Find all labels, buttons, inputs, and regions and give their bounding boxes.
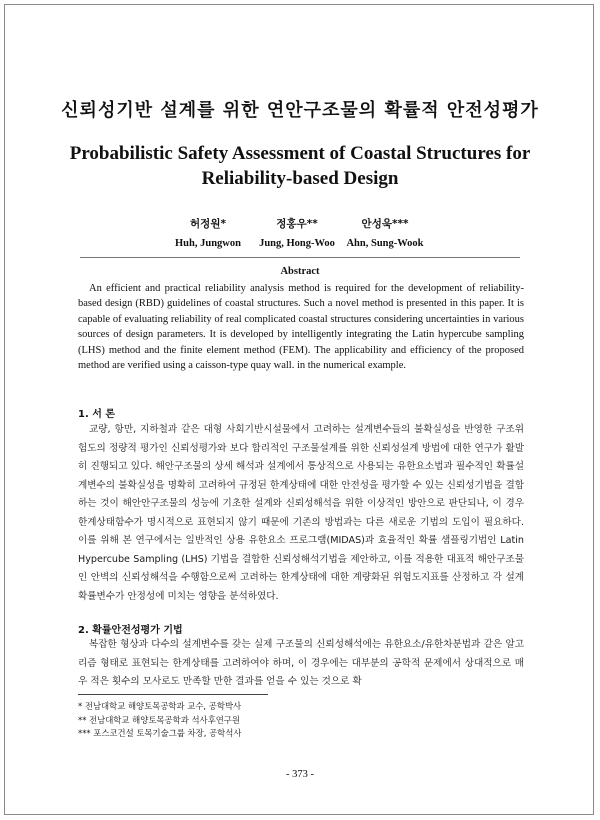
- english-title: [0, 141, 600, 191]
- page-number: - 373 -: [286, 769, 314, 780]
- author-2-name-en: Jung, Hong-Woo: [259, 238, 335, 249]
- footnote-2: ** 전남대학교 해양토목공학과 석사후연구원: [78, 714, 240, 725]
- author-3-name-en: Ahn, Sung-Wook: [346, 238, 424, 249]
- section-2-text: 복잡한 형상과 다수의 설계변수를 갖는 실제 구조물의 신뢰성해석에는 유한요소/유한차분법과 같은 알고리즘 형태로 표현되는 한계상태를 고려하여야 하며, 이 경우에는 대부분의 공학적 문제에서 상대적으로 매우 적은 횟수의 모사로도 만족할 만한 결과를 얻을 수 있는 것으로 확: [78, 639, 524, 687]
- footnotes: [78, 700, 524, 741]
- author-1-name-ko: 허정원*: [190, 218, 226, 230]
- header-divider: [80, 257, 520, 258]
- author-3-name-ko: 안성욱***: [361, 218, 409, 230]
- section-1-heading: 1. 서 론: [78, 409, 116, 420]
- author-3: [325, 216, 445, 249]
- english-title-line1: Probabilistic Safety Assessment of Coastal Structures for: [69, 143, 531, 164]
- abstract-heading: Abstract: [280, 266, 320, 277]
- author-2-name-ko: 정홍우**: [276, 218, 318, 230]
- footnote-3: *** 포스코건설 토목기술그룹 차장, 공학석사: [78, 728, 242, 738]
- english-title-line2: Reliability-based Design: [201, 168, 399, 189]
- author-1-name-en: Huh, Jungwon: [175, 238, 241, 249]
- footnote-1: * 전남대학교 해양토목공학과 교수, 공학박사: [78, 701, 242, 711]
- abstract-text: An efficient and practical reliability analysis method is required for the development of reliability-based design (RBD) guidelines of coastal structures. Such a novel method is presented in this paper. It is capable of evaluating reliability of real complicated coastal structures considering uncertainties in various sources of design parameters. It is developed by intelligently integrating the Latin hypercube sampling (LHS) method and the finite element method (FEM). The applicability and efficiency of the proposed method are verified using a caisson-type quay wall. in the numerical example.: [78, 283, 524, 372]
- section-2-heading: 2. 확률안전성평가 기법: [78, 625, 183, 636]
- footnote-divider: [78, 694, 268, 695]
- korean-title: 신뢰성기반 설계를 위한 연안구조물의 확률적 안전성평가: [61, 100, 539, 121]
- section-1-text: 교량, 항만, 지하철과 같은 대형 사회기반시설물에서 고려하는 설계변수들의 불확실성을 반영한 구조위험도의 정량적 평가인 신뢰성평가와 보다 합리적인 구조물설계를 위한 신뢰성설계 방법에 대한 연구가 활발히 진행되고 있다. 해안구조물의 상세 해석과 설계에서 통상적으로 사용되는 유한요소법과 필수적인 확률설계변수의 불확실성을 명확히 고려하여 규정된 한계상태에 대한 안전성을 평가할 수 있는 신뢰성기법을 결합하는 것이 해안안구조물의 성능에 기초한 설계와 신뢰성해석을 위한 이상적인 방안으로 판단되나, 이 경우 한계상태함수가 명시적으로 표현되지 않기 때문에 기존의 방법과는 다른 새로운 기법의 도입이 필요하다. 이를 위해 본 연구에서는 일반적인 상용 유한요소 프로그램(MIDAS)과 효율적인 확률 샘플링기법인 Latin Hypercube Sampling (LHS) 기법을 결합한 신뢰성해석기법을 제안하고, 이를 적용한 대표적 해안구조물인 안벽의 신뢰성해석을 수행함으로써 고려하는 한계상태에 대한 계량화된 위험도지표를 산정하고 각 설계 확률변수가 안정성에 미치는 영향을 분석하였다.: [78, 424, 524, 602]
